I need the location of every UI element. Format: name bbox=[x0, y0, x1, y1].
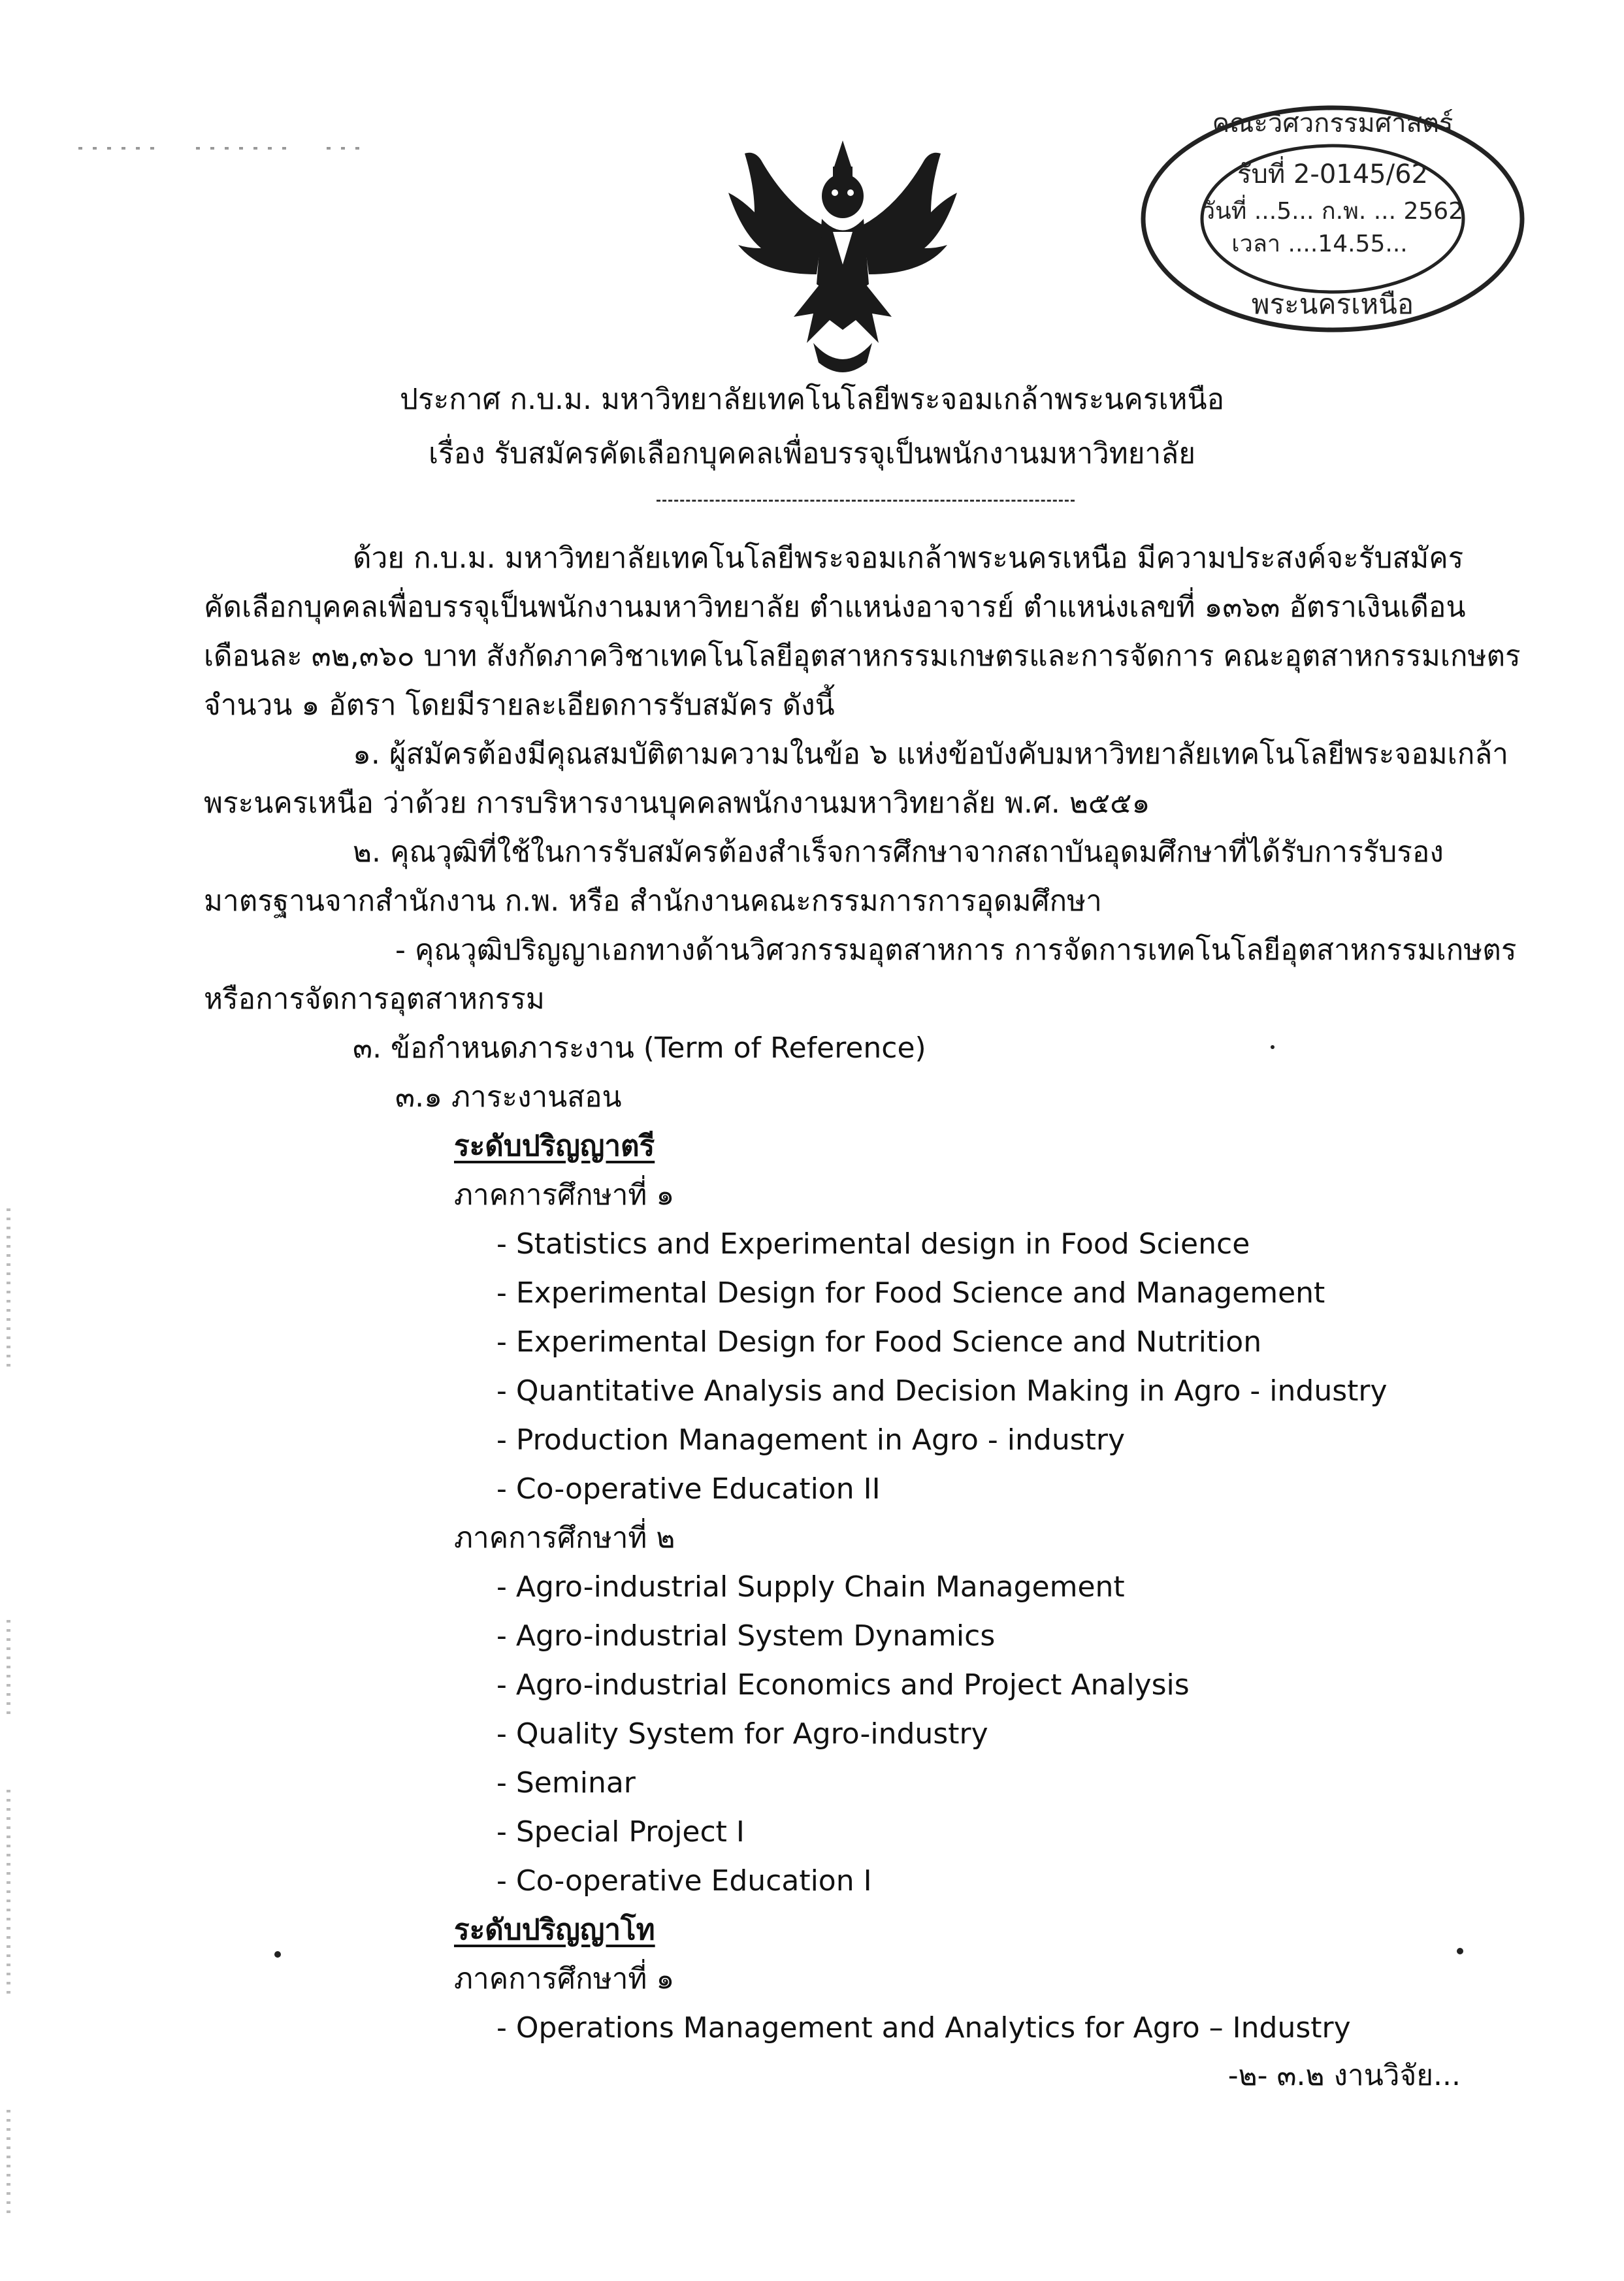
item2-line: หรือการจัดการอุตสาหกรรม bbox=[204, 982, 545, 1016]
item1-line: พระนครเหนือ ว่าด้วย การบริหารงานบุคคลพนักงานมหาวิทยาลัย พ.ศ. ๒๕๕๑ bbox=[204, 786, 1150, 820]
master-level-heading: ระดับปริญญาโท bbox=[454, 1913, 655, 1947]
scan-noise bbox=[78, 147, 163, 150]
course-item: - Experimental Design for Food Science and Nutrition bbox=[496, 1325, 1262, 1359]
scan-edge-specks bbox=[7, 2110, 10, 2214]
stamp-time: เวลา ....14.55... bbox=[1231, 231, 1408, 257]
stamp-date: วันที่ ...5... ก.พ. ... 2562 bbox=[1201, 198, 1464, 225]
course-item: - Operations Management and Analytics for Agro – Industry bbox=[496, 2011, 1351, 2045]
course-item: - Production Management in Agro - industry bbox=[496, 1423, 1126, 1457]
scan-dot bbox=[1457, 1948, 1463, 1954]
intro-line: คัดเลือกบุคคลเพื่อบรรจุเป็นพนักงานมหาวิทยาลัย ตำแหน่งอาจารย์ ตำแหน่งเลขที่ ๑๓๖๓ อัตราเงินเดือน bbox=[204, 590, 1466, 624]
intro-line: จำนวน ๑ อัตรา โดยมีรายละเอียดการรับสมัคร ดังนี้ bbox=[204, 688, 835, 722]
semester-label: ภาคการศึกษาที่ ๑ bbox=[454, 1178, 675, 1212]
item1-line: ๑. ผู้สมัครต้องมีคุณสมบัติตามความในข้อ ๖ แห่งข้อบังคับมหาวิทยาลัยเทคโนโลยีพระจอมเกล้า bbox=[353, 737, 1509, 771]
semester-label: ภาคการศึกษาที่ ๒ bbox=[454, 1521, 675, 1555]
teaching-load-heading: ๓.๑ ภาระงานสอน bbox=[395, 1080, 622, 1114]
scan-dot bbox=[274, 1951, 281, 1958]
item2-line: ๒. คุณวุฒิที่ใช้ในการรับสมัครต้องสำเร็จการศึกษาจากสถาบันอุดมศึกษาที่ได้รับการรับรอง bbox=[353, 835, 1444, 869]
scan-dot bbox=[1271, 1045, 1275, 1049]
scan-noise bbox=[196, 147, 294, 150]
item3-heading: ๓. ข้อกำหนดภาระงาน (Term of Reference) bbox=[353, 1031, 926, 1065]
scan-edge-specks bbox=[7, 1620, 10, 1718]
title-separator bbox=[657, 500, 1075, 502]
announcement-title: ประกาศ ก.บ.ม. มหาวิทยาลัยเทคโนโลยีพระจอมเกล้าพระนครเหนือ bbox=[400, 383, 1224, 416]
course-item: - Co-operative Education II bbox=[496, 1472, 881, 1506]
scan-edge-specks bbox=[7, 1790, 10, 1999]
course-item: - Seminar bbox=[496, 1766, 636, 1800]
stamp-org-bottom: พระนครเหนือ bbox=[1251, 288, 1414, 320]
course-item: - Agro-industrial System Dynamics bbox=[496, 1619, 996, 1653]
announcement-subject: เรื่อง รับสมัครคัดเลือกบุคคลเพื่อบรรจุเป็นพนักงานมหาวิทยาลัย bbox=[428, 437, 1196, 470]
course-item: - Quantitative Analysis and Decision Making in Agro - industry bbox=[496, 1374, 1388, 1408]
scan-edge-specks bbox=[7, 1208, 10, 1372]
intro-line: เดือนละ ๓๒,๓๖๐ บาท สังกัดภาควิชาเทคโนโลยีอุตสาหกรรมเกษตรและการจัดการ คณะอุตสาหกรรมเกษตร bbox=[204, 639, 1521, 673]
item2-line: - คุณวุฒิปริญญาเอกทางด้านวิศวกรรมอุตสาหการ การจัดการเทคโนโลยีอุตสาหกรรมเกษตร bbox=[395, 933, 1517, 967]
course-item: - Agro-industrial Supply Chain Management bbox=[496, 1570, 1125, 1604]
course-item: - Quality System for Agro-industry bbox=[496, 1717, 988, 1751]
course-item: - Co-operative Education I bbox=[496, 1864, 872, 1898]
garuda-emblem-icon bbox=[715, 134, 970, 382]
stamp-received-no: รับที่ 2-0145/62 bbox=[1237, 159, 1429, 189]
received-stamp bbox=[1137, 98, 1529, 340]
course-item: - Special Project I bbox=[496, 1815, 745, 1849]
course-item: - Agro-industrial Economics and Project Analysis bbox=[496, 1668, 1190, 1702]
intro-line: ด้วย ก.บ.ม. มหาวิทยาลัยเทคโนโลยีพระจอมเกล้าพระนครเหนือ มีความประสงค์จะรับสมัคร bbox=[353, 542, 1464, 575]
stamp-org-top: คณะวิศวกรรมศาสตร์ bbox=[1212, 108, 1453, 138]
course-item: - Experimental Design for Food Science and Management bbox=[496, 1276, 1325, 1310]
semester-label: ภาคการศึกษาที่ ๑ bbox=[454, 1962, 675, 1996]
scan-noise bbox=[327, 147, 366, 150]
item2-line: มาตรฐานจากสำนักงาน ก.พ. หรือ สำนักงานคณะกรรมการการอุดมศึกษา bbox=[204, 884, 1102, 918]
page-continuation: -๒- ๓.๒ งานวิจัย... bbox=[1227, 2059, 1461, 2092]
bachelor-level-heading: ระดับปริญญาตรี bbox=[454, 1129, 655, 1163]
course-item: - Statistics and Experimental design in Food Science bbox=[496, 1227, 1250, 1261]
